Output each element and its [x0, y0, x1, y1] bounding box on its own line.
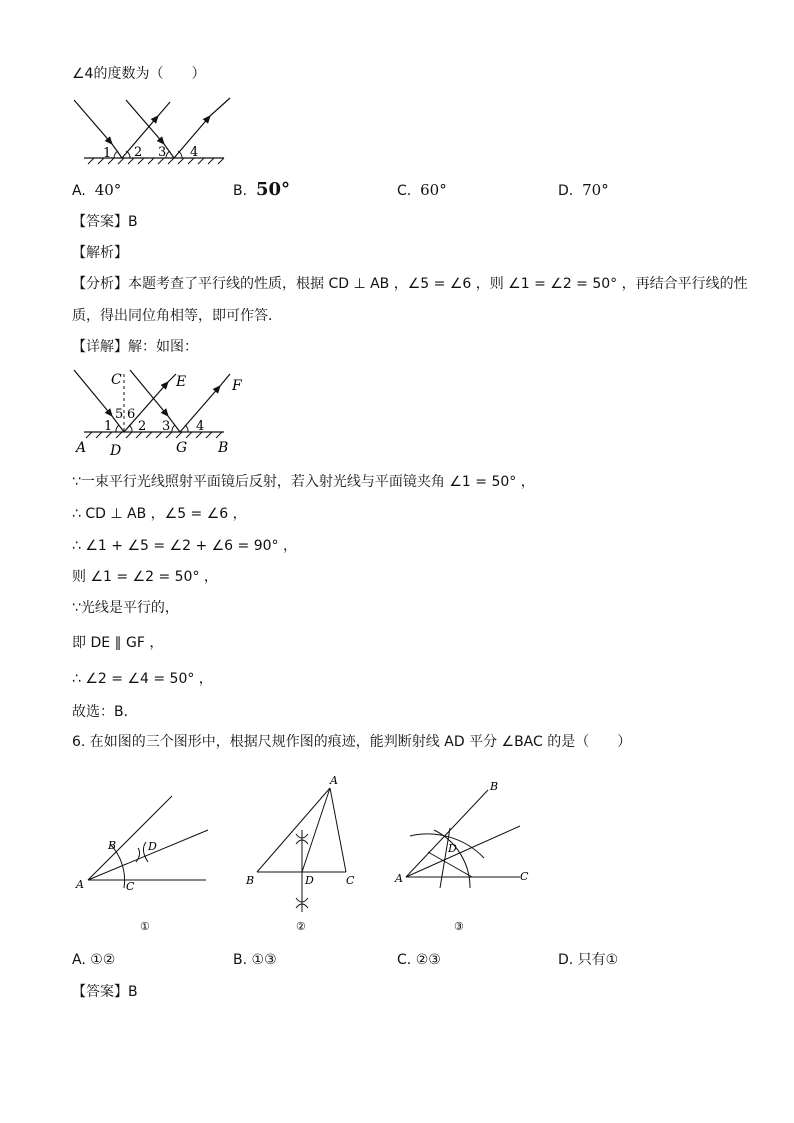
- detail-label-5: 5: [115, 407, 124, 422]
- detail-label-4: 4: [196, 419, 205, 434]
- q5-step-4: 则 ∠1 = ∠2 = 50° ，: [72, 569, 218, 585]
- detail-label-e: E: [176, 374, 187, 390]
- q5-step-7: ∴ ∠2 = ∠4 = 50° ，: [72, 671, 213, 687]
- q5-step-3: ∴ ∠1 + ∠5 = ∠2 + ∠6 = 90° ，: [72, 538, 297, 554]
- fig3-label-c: C: [520, 870, 529, 883]
- fig2-label-d: D: [305, 874, 314, 887]
- q5-detail-heading: 【详解】解：如图：: [72, 339, 198, 355]
- fig2-label-b: B: [246, 874, 255, 887]
- detail-label-a: A: [76, 440, 87, 456]
- q5-step-6: 即 DE ∥ GF ，: [72, 635, 164, 651]
- q5-analysis-p1: 【分析】本题考查了平行线的性质，根据 CD ⊥ AB ，∠5 = ∠6 ，则 ∠1 = ∠2 = 50° ，再结合平行线的性: [72, 276, 748, 292]
- q5-analysis-p2: 质，得出同位角相等，即可作答．: [72, 308, 282, 324]
- q5-answer: 【答案】B: [72, 214, 138, 230]
- detail-label-3: 3: [162, 419, 171, 434]
- detail-label-d: D: [110, 443, 122, 459]
- detail-label-6: 6: [127, 407, 136, 422]
- fig-label-1: 1: [103, 146, 112, 161]
- fig2-label-c: C: [346, 874, 355, 887]
- q6-option-c[interactable]: C. ②③: [397, 952, 441, 968]
- q6-figure-3: [390, 780, 540, 935]
- q5-step-2: ∴ CD ⊥ AB ，∠5 = ∠6 ，: [72, 506, 247, 522]
- fig1-label-c: C: [126, 880, 135, 893]
- q5-option-d[interactable]: D. 70°: [558, 181, 609, 199]
- detail-label-c: C: [111, 372, 122, 388]
- detail-label-g: G: [176, 440, 188, 456]
- q5-option-b[interactable]: B. 50°: [233, 179, 291, 200]
- q5-option-a[interactable]: A. 40°: [72, 181, 122, 199]
- fig-label-3: 3: [158, 145, 167, 160]
- q5-analysis-heading: 【解析】: [72, 245, 128, 261]
- detail-label-2: 2: [138, 419, 147, 434]
- q6-answer: 【答案】B: [72, 984, 138, 1000]
- detail-label-f: F: [232, 378, 242, 394]
- fig3-label-a: A: [395, 872, 403, 885]
- q5-option-c[interactable]: C. 60°: [397, 181, 447, 199]
- q5-step-5: ∵光线是平行的，: [72, 600, 179, 616]
- fig-label-4: 4: [190, 145, 199, 160]
- q5-mirror-figure: [74, 94, 244, 170]
- q6-stem: 6. 在如图的三个图形中，根据尺规作图的痕迹，能判断射线 AD 平分 ∠BAC 的是（ ）: [72, 734, 632, 750]
- q6-option-b[interactable]: B. ①③: [233, 952, 277, 968]
- fig3-label-d: D: [448, 842, 457, 855]
- fig-label-2: 2: [134, 145, 143, 160]
- q5-step-8: 故选：B．: [72, 704, 138, 720]
- fig1-label-d: D: [148, 840, 157, 853]
- fig3-label-b: B: [490, 780, 499, 793]
- fig1-label-a: A: [76, 878, 84, 891]
- q5-stem-tail: ∠4的度数为（ ）: [72, 66, 206, 82]
- q6-figure-2: [240, 772, 370, 935]
- q5-step-1: ∵一束平行光线照射平面镜后反射，若入射光线与平面镜夹角 ∠1 = 50° ，: [72, 474, 535, 490]
- fig1-caption: ①: [140, 920, 150, 933]
- q5-detail-figure: [72, 364, 272, 459]
- fig1-label-b: B: [108, 839, 117, 852]
- q6-option-a[interactable]: A. ①②: [72, 952, 116, 968]
- fig2-caption: ②: [296, 920, 306, 933]
- fig3-caption: ③: [454, 920, 464, 933]
- fig2-label-a: A: [330, 774, 338, 787]
- detail-label-b: B: [218, 440, 229, 456]
- q6-option-d[interactable]: D. 只有①: [558, 952, 619, 968]
- q6-figure-1: [72, 790, 217, 935]
- detail-label-1: 1: [104, 419, 113, 434]
